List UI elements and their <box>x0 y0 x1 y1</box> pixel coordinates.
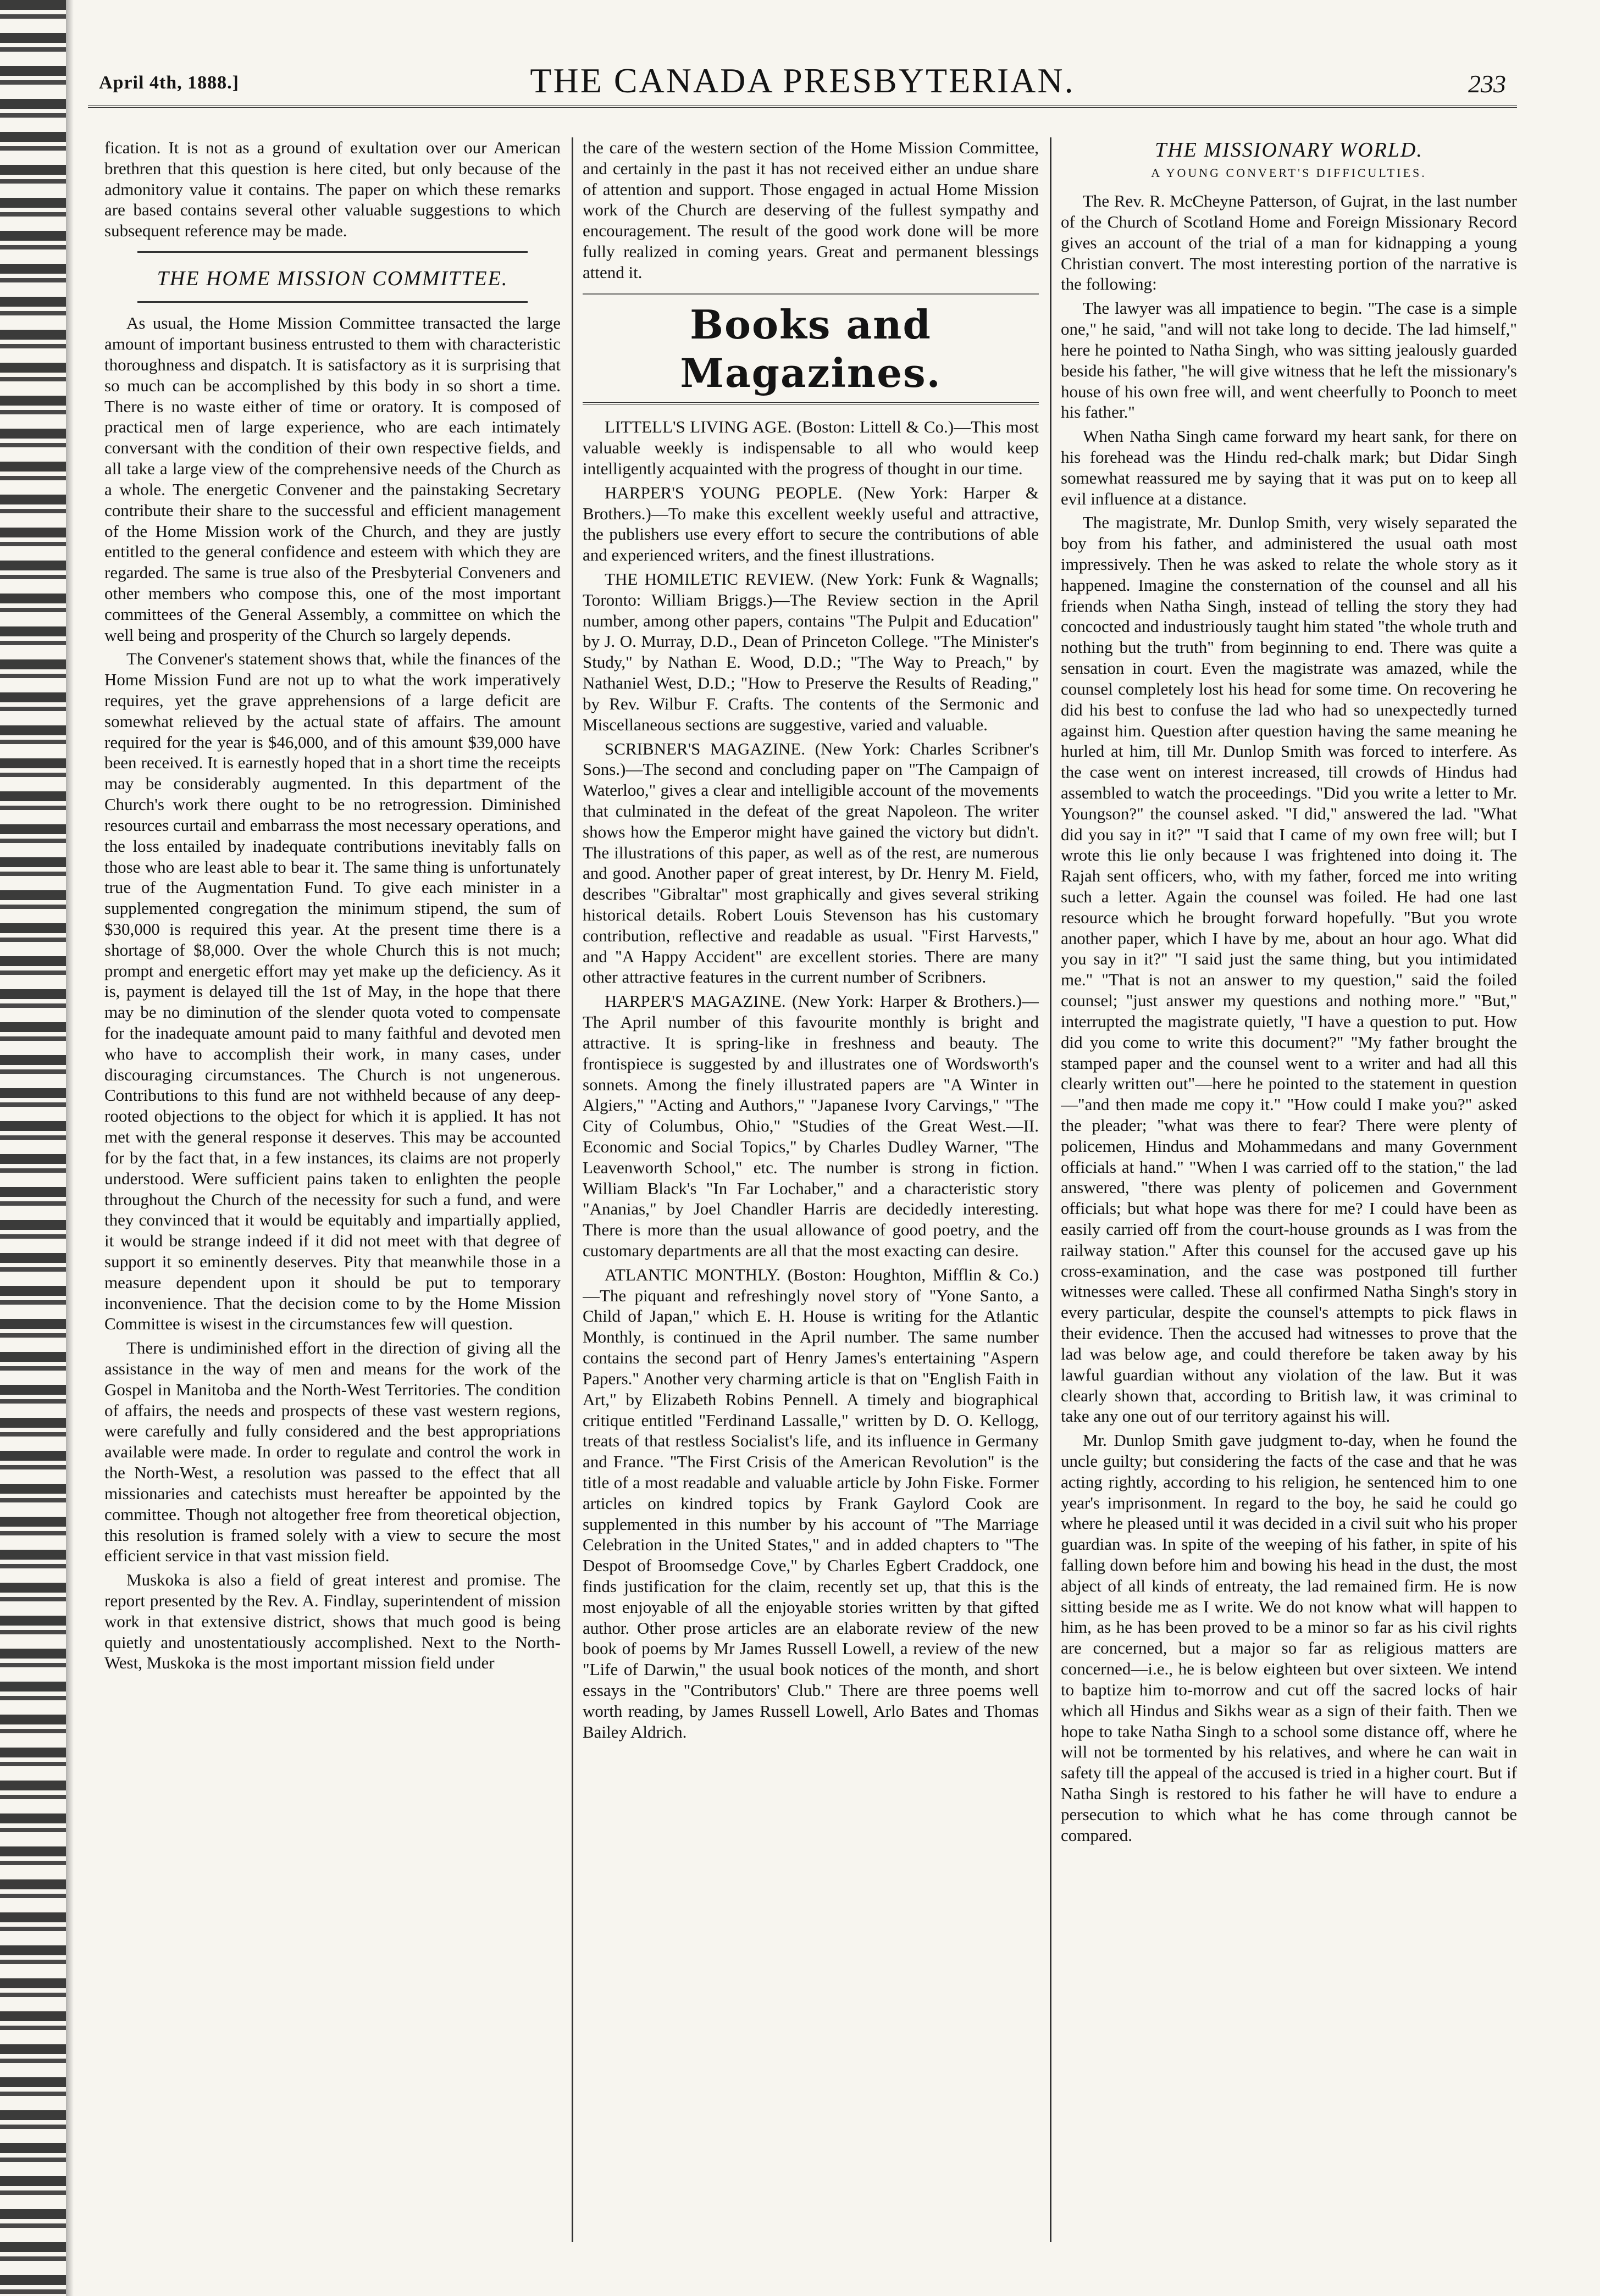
review-item: LITTELL'S LIVING AGE. (Boston: Littell & Co.)—This most valuable weekly is indispensable to all who would keep intelligently acquainted with the progress of thought in our time. <box>583 417 1039 478</box>
page-binding-edge <box>0 0 66 2296</box>
review-item: ATLANTIC MONTHLY. (Boston: Houghton, Mifflin & Co.)—The piquant and refreshingly novel story of "Yone Santo, a Child of Japan," which E. H. House is writing for the Atlantic Monthly, is continued in the April number. The same number contains the second part of Henry James's entertaining "Aspern Papers." Another very charming article is that on "English Faith in Art," by Elizabeth Robins Pennell. A timely and biographical critique entitled "Ferdinand Lassalle," written by D. O. Kellogg, treats of that restless Socialist's life, and its influence in Germany and France. "The First Crisis of the American Revolution" is the title of a most readable and valuable article by John Fiske. Former articles on kindred topics by Frank Gaylord Cook are supplemented in this number by his account of "The Marriage Celebration in the United States," and in added chapters to "The Despot of Broomsedge Cove," by Charles Egbert Craddock, one finds justification for the claim, recently set up, that this is the most enjoyable of all the enjoyable stories written by that gifted author. Other prose articles are an elaborate review of the new book of poems by Mr James Russell Lowell, a review of the new "Life of Darwin," the usual book notices of the month, and short essays in the "Contributors' Club." There are three poems well worth reading, by James Russell Lowell, Arlo Bates and Thomas Bailey Aldrich. <box>583 1265 1039 1742</box>
section-divider <box>137 251 528 253</box>
article-paragraph: Muskoka is also a field of great interest and promise. The report presented by the Rev. A. Findlay, superintendent of mission work in that extensive district, shows that much good is being quietly and unostentatiously accomplished. Next to the North-West, Muskoka is the most important mission field under <box>104 1570 561 1673</box>
header-rule <box>88 106 1517 108</box>
review-item: SCRIBNER'S MAGAZINE. (New York: Charles Scribner's Sons.)—The second and concluding paper on "The Campaign of Waterloo," gives a clear and intelligible account of the movements that culminated in the defeat of the great Napoleon. The writer shows how the Emperor might have gained the victory but didn't. The illustrations of this paper, as well as of the rest, are numerous and good. Another paper of great interest, by Dr. Henry M. Field, describes "Gibraltar" most graphically and gives several striking historical details. Robert Louis Stevenson has his customary contribution, reflective and readable as usual. "First Harvests," and "A Happy Accident" are excellent stories. There are many other attractive features in the current number of Scribners. <box>583 739 1039 987</box>
column-3 <box>1061 137 1517 2270</box>
column-2 <box>583 137 1039 2270</box>
page-header <box>88 44 1517 104</box>
article-paragraph: The Rev. R. McCheyne Patterson, of Gujrat, in the last number of the Church of Scotland Home and Foreign Missionary Record gives an account of the trial of a man for kidnapping a young Christian convert. The most interesting portion of the narrative is the following: <box>1061 191 1517 294</box>
section-heading-books-magazines: Books and Magazines. <box>583 293 1039 405</box>
review-item: HARPER'S MAGAZINE. (New York: Harper & Brothers.)—The April number of this favourite monthly is bright and attractive. It is spring-like in freshness and beauty. The frontispiece is suggested by and illustrates one of Wordsworth's sonnets. Among the finely illustrated papers are "A Winter in Algiers," "Acting and Authors," "Japanese Ivory Carvings," "The City of Columbus, Ohio," "Studies of the Great West.—II. Economic and Social Topics," by Charles Dudley Warner, "The Leavenworth School," etc. The number is strong in fiction. William Black's "In Far Lochaber," and a characteristic story "Ananias," by Joel Chandler Harris are decidedly interesting. There is more than the usual allowance of good poetry, and the customary departments are all that the most exacting can desire. <box>583 991 1039 1261</box>
article-subtitle: A YOUNG CONVERT'S DIFFICULTIES. <box>1151 166 1427 180</box>
column-1 <box>104 137 561 2270</box>
section-title-missionary-world: THE MISSIONARY WORLD. <box>1155 138 1423 162</box>
review-item: THE HOMILETIC REVIEW. (New York: Funk & Wagnalls; Toronto: William Briggs.)—The Review section in the April number, among other papers, contains "The Pulpit and Education" by J. O. Murray, D.D., Dean of Princeton College. "The Minister's Study," by Nathan E. Wood, D.D.; "The Way to Preach," by Nathaniel West, D.D.; "How to Preserve the Results of Reading," by Rev. Wilbur F. Crafts. The contents of the Sermonic and Miscellaneous sections are suggestive, varied and valuable. <box>583 569 1039 734</box>
article-title-home-mission: THE HOME MISSION COMMITTEE. <box>157 267 508 291</box>
article-paragraph: The Convener's statement shows that, while the finances of the Home Mission Fund are not up to what the work imperatively requires, yet the grave apprehensions of a large deficit are somewhat relieved by the actual state of affairs. The amount required for the year is $46,000, and of this amount $39,000 have been received. It is earnestly hoped that in a short time the receipts may be considerably augmented. In this department of the Church's work there ought to be no retrogression. Diminished resources curtail and embarrass the most necessary operations, and the loss entailed by inadequate contributions inevitably falls on those who are least able to bear it. The same thing is unfortunately true of the Augmentation Fund. To give each minister in a supplemented congregation the minimum stipend, the sum of $30,000 is required this year. At the present time there is a shortage of $8,000. Over the whole Church this is not much; prompt and energetic effort may yet make up the deficiency. As it is, payment is delayed till the 1st of May, in the hope that there may be no diminution of the slender quota voted to compensate for the inadequate amount paid to many faithful and devoted men who have to accomplish their work, in many cases, under discouraging circumstances. The Church is not ungenerous. Contributions to this fund are not withheld because of any deep-rooted objections to the object for which it is applied. It has not met with the general response it deserves. This may be accounted for by the fact that, in a few instances, its claims are not properly understood. Were sufficient pains taken to enlighten the people throughout the Church of the necessity for such a fund, and were they convinced that it would be equitably and impartially applied, it would be strange indeed if it did not meet with that degree of support it so eminently deserves. Pity that meanwhile those in a measure dependent upon it should be put to temporary inconvenience. That the decision come to by the Home Mission Committee is wisest in the circumstances few will question. <box>104 649 561 1334</box>
continued-paragraph: the care of the western section of the Home Mission Committee, and certainly in the past it has not received either an undue share of attention and support. Those engaged in actual Home Mission work of the Church are deserving of the fullest sympathy and encouragement. The result of the good work done will be more fully realized in coming years. Great and permanent blessings attend it. <box>583 138 1039 282</box>
article-paragraph: Mr. Dunlop Smith gave judgment to-day, when he found the uncle guilty; but considering the facts of the case and that he was acting rightly, according to his religion, he sentenced him to one year's imprisonment. In regard to the boy, he said he could go where he pleased until it was decided in a civil suit who his proper guardian was. In spite of the weeping of his father, in spite of his falling down before him and bowing his head in the dust, the most abject of all kinds of entreaty, the lad remained firm. He is now sitting beside me as I write. We do not know what will happen to him, as he has been proved to be a minor so far as his civil rights are concerned, but a major so far as religious matters are concerned—i.e., he is below eighteen but over sixteen. We intend to baptize him to-morrow and cut off the sacred locks of hair which all Hindus and Sikhs wear as a sign of their faith. Then we hope to take Natha Singh to a school some distance off, where he will not be tormented by his relatives, and where he can wait in safety till the appeal of the accused is tried in a higher court. But if Natha Singh is restored to his father he will have to endure a persecution to which what he has come through cannot be compared. <box>1061 1430 1517 1845</box>
article-paragraph: As usual, the Home Mission Committee transacted the large amount of important business entrusted to them with characteristic thoroughness and dispatch. It is satisfactory as it is surprising that so much can be accomplished by this body in so short a time. There is no waste either of time or oratory. It is composed of practical men of large experience, who are each intimately conversant with the condition of their own respective fields, and all take a large view of the comprehensive needs of the Church as a whole. The energetic Convener and the painstaking Secretary contribute their share to the successful and efficient management of the Home Mission work of the Church, and they are justly entitled to the general confidence and esteem with which they are regarded. The same is true also of the Presbyterial Conveners and other members who compose this, one of the most important committees of the General Assembly, a committee on which the well being and prosperity of the Church so largely depends. <box>104 313 561 645</box>
column-divider <box>1050 137 1051 2242</box>
article-paragraph: There is undiminished effort in the direction of giving all the assistance in the way of men and means for the work of the Gospel in Manitoba and the North-West Territories. The condition of affairs, the needs and prospects of these vast western regions, were carefully and fully considered and the best appropriations available were made. In order to regulate and control the work in the North-West, a resolution was passed to the effect that all missionaries and catechists must hereafter be appointed by the committee. Though not altogether free from theoretical objection, this resolution is framed solely with a view to secure the most efficient service in that vast mission field. <box>104 1338 561 1566</box>
page-number: 233 <box>1468 70 1506 98</box>
binding-shadow <box>66 0 74 2296</box>
continued-paragraph: fication. It is not as a ground of exultation over our American brethren that this question is here cited, but only because of the admonitory value it contains. The paper on which these remarks are based contains several other valuable suggestions to which subsequent reference may be made. <box>104 138 561 241</box>
article-paragraph: When Natha Singh came forward my heart sank, for there on his forehead was the Hindu red-chalk mark; but Didar Singh somewhat reassured me by saying that it was put on to keep all evil influence at a distance. <box>1061 426 1517 508</box>
article-paragraph: The magistrate, Mr. Dunlop Smith, very wisely separated the boy from his father, and administered the usual oath most impressively. Then he was asked to relate the whole story as it happened. Imagine the consternation of the counsel and all his friends when Natha Singh, instead of telling the story they had concocted and industriously taught him stated "the whole truth and nothing but the truth" from beginning to end. There was quite a sensation in court. Even the magistrate was amazed, while the counsel completely lost his head for some time. On recovering he did his best to confuse the lad who had so unexpectedly turned against him. Question after question having the same meaning he hurled at him, till Mr. Dunlop Smith was forced to interfere. As the case went on interest increased, till crowds of Hindus had assembled to watch the proceedings. "Did you write a letter to Mr. Youngson?" the counsel asked. "I did," answered the lad. "What did you say in it?" "I said that I came of my own free will; but I wrote this lie only because I was frightened into doing it. The Rajah sent officers, who, with my father, forced me into writing such a letter. Again the counsel was foiled. He had one last resource which he brought forward hopefully. "But you wrote another paper, which I have by me, about an hour ago. What did you say in it?" "I said just the same thing, but you intimidated me." "That is not an answer to my question," said the foiled counsel; "just answer my questions and nothing more." "But," interrupted the magistrate quietly, "I have a question to put. How did you come to write this document?" "My father brought the stamped paper and the counsel went to a writer and had all this clearly written out"—here he pointed to the statement in question—"and then made me copy it." "How could I make you?" asked the pleader; "what was there to fear? There were plenty of policemen, Hindus and Mohammedans and many Government officials at hand." "When I was carried off to the station," the lad answered, "there was plenty of policemen and Government officials; but what hope was there for me? I could have been as easily carried off from the court-house grounds as I was from the railway station." After this counsel for the accused gave up his cross-examination, and the case was postponed till further witnesses were called. These all confirmed Natha Singh's story in every particular, despite the counsel's attempts to pick flaws in their evidence. Then the accused had witnesses to prove that the lad was below age, and could therefore be taken away by his lawful guardian without any violation of the law. But it was clearly shown that, according to British law, it was criminal to take any one out of our territory against his will. <box>1061 513 1517 1426</box>
header-date: April 4th, 1888.] <box>99 73 239 93</box>
column-divider <box>572 137 573 2242</box>
section-divider <box>137 301 528 303</box>
review-item: HARPER'S YOUNG PEOPLE. (New York: Harper & Brothers.)—To make this excellent weekly useful and attractive, the publishers use every effort to secure the contributions of able and experienced writers, and the finest illustrations. <box>583 483 1039 565</box>
article-paragraph: The lawyer was all impatience to begin. "The case is a simple one," he said, "and will not take long to decide. The lad himself," here he pointed to Natha Singh, who was sitting jealously guarded beside his father, "he will give witness that he left the missionary's house of his own free will, and went cheerfully to Poonch to meet his father." <box>1061 298 1517 422</box>
masthead-title: THE CANADA PRESBYTERIAN. <box>530 61 1075 100</box>
